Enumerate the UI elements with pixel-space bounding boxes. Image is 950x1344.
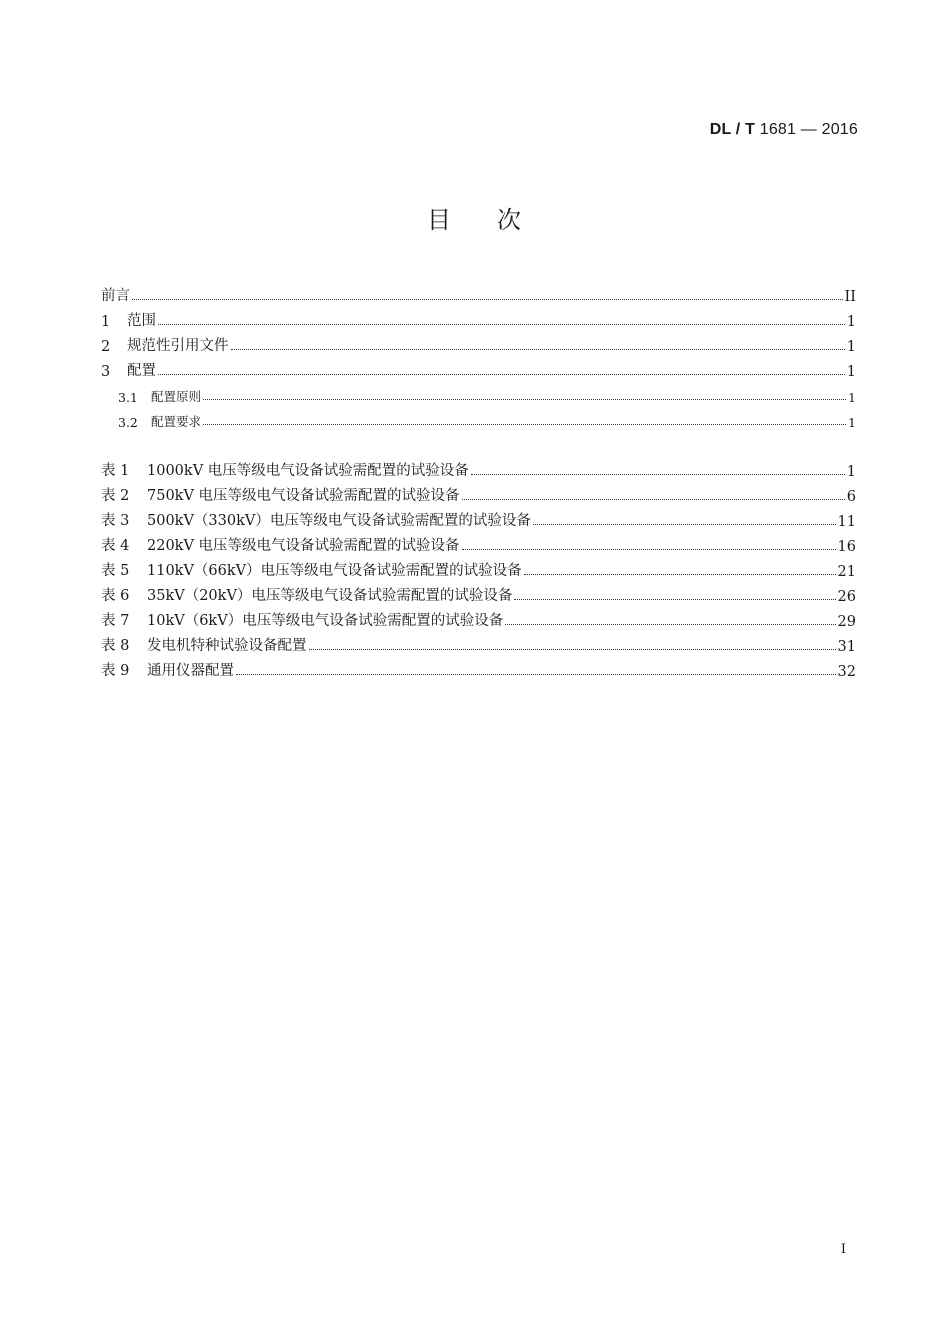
toc-table-number: 表 7 (101, 613, 130, 629)
toc-leader-dots (158, 324, 845, 325)
toc-entry-label: 配置要求 (151, 414, 202, 429)
toc-table-label: 220kV 电压等级电气设备试验需配置的试验设备 (147, 538, 460, 554)
toc-leader-dots (505, 624, 835, 625)
toc-table-page: 29 (837, 614, 856, 630)
toc-leader-dots (236, 674, 836, 675)
toc-entry-configuration[interactable] (101, 358, 856, 380)
toc-leader-dots (471, 474, 845, 475)
toc-entry-foreword[interactable] (101, 283, 856, 305)
toc-table-number: 表 1 (101, 463, 130, 479)
toc-leader-dots (203, 399, 846, 400)
toc-table-label: 110kV（66kV）电压等级电气设备试验需配置的试验设备 (147, 563, 522, 579)
toc-table-label: 通用仪器配置 (147, 663, 234, 679)
toc-leader-dots (158, 374, 845, 375)
toc-leader-dots (533, 524, 836, 525)
toc-leader-dots (132, 299, 843, 300)
toc-leader-dots (203, 424, 846, 425)
toc-leader-dots (462, 499, 845, 500)
toc-entry-label: 规范性引用文件 (127, 338, 229, 354)
toc-leader-dots (514, 599, 835, 600)
toc-table-page: 16 (837, 539, 856, 555)
toc-entry-page: 1 (846, 364, 856, 380)
toc-table-number: 表 2 (101, 488, 130, 504)
toc-table-entry-9[interactable] (101, 658, 856, 680)
toc-table-number: 表 9 (101, 663, 130, 679)
toc-entry-number: 3.2 (118, 415, 138, 430)
toc-table-number: 表 3 (101, 513, 130, 529)
toc-table-page: 31 (837, 639, 856, 655)
toc-entry-number: 3.1 (118, 390, 138, 405)
standard-code-prefix: DL / T (709, 121, 756, 138)
toc-table-number: 表 8 (101, 638, 130, 654)
toc-table-label: 10kV（6kV）电压等级电气设备试验需配置的试验设备 (147, 613, 504, 629)
toc-table-page: 21 (837, 564, 856, 580)
toc-entry-page: 1 (848, 390, 856, 405)
toc-leader-dots (462, 549, 836, 550)
page-title-char-2: 次 (497, 206, 523, 234)
toc-entry-page: 1 (848, 415, 856, 430)
toc-entry-label: 范围 (127, 313, 156, 329)
toc-entry-page: 1 (846, 339, 856, 355)
standard-code-number: 1681 — 2016 (759, 121, 858, 138)
toc-table-entry-4[interactable] (101, 533, 856, 555)
toc-table-number: 表 6 (101, 588, 130, 604)
toc-entry-configuration-principles[interactable] (118, 383, 856, 405)
toc-table-entry-6[interactable] (101, 583, 856, 605)
page-title-char-1: 目 (427, 206, 453, 234)
toc-entry-number: 1 (101, 314, 111, 330)
toc-table-entry-7[interactable] (101, 608, 856, 630)
toc-entry-label: 配置原则 (151, 389, 202, 404)
toc-entry-configuration-requirements[interactable] (118, 408, 856, 430)
toc-table-page: 6 (846, 489, 856, 505)
toc-table-page: 11 (837, 514, 856, 530)
toc-table-label: 500kV（330kV）电压等级电气设备试验需配置的试验设备 (147, 513, 531, 529)
standard-code (710, 121, 858, 139)
toc-leader-dots (231, 349, 845, 350)
toc-table-label: 发电机特种试验设备配置 (147, 638, 307, 654)
page-number: I (840, 1242, 846, 1257)
toc-table-number: 表 4 (101, 538, 130, 554)
toc-table-page: 1 (846, 464, 856, 480)
toc-leader-dots (524, 574, 836, 575)
toc-table-page: 32 (837, 664, 856, 680)
toc-table-label: 1000kV 电压等级电气设备试验需配置的试验设备 (147, 463, 469, 479)
toc-entry-number: 2 (101, 339, 111, 355)
toc-table-number: 表 5 (101, 563, 130, 579)
toc-table-page: 26 (837, 589, 856, 605)
toc-entry-page: 1 (846, 314, 856, 330)
toc-entry-label: 前言 (101, 288, 130, 304)
toc-table-label: 35kV（20kV）电压等级电气设备试验需配置的试验设备 (147, 588, 513, 604)
toc-table-entry-1[interactable] (101, 458, 856, 480)
toc-entry-number: 3 (101, 364, 111, 380)
toc-entry-label: 配置 (127, 363, 156, 379)
toc-table-entry-2[interactable] (101, 483, 856, 505)
toc-entry-scope[interactable] (101, 308, 856, 330)
page-title (0, 200, 950, 235)
toc-table-label: 750kV 电压等级电气设备试验需配置的试验设备 (147, 488, 460, 504)
toc-leader-dots (309, 649, 836, 650)
toc-table-entry-5[interactable] (101, 558, 856, 580)
toc-table-entry-3[interactable] (101, 508, 856, 530)
toc-entry-normative-references[interactable] (101, 333, 856, 355)
toc-table-entry-8[interactable] (101, 633, 856, 655)
toc-entry-page: II (844, 289, 856, 305)
